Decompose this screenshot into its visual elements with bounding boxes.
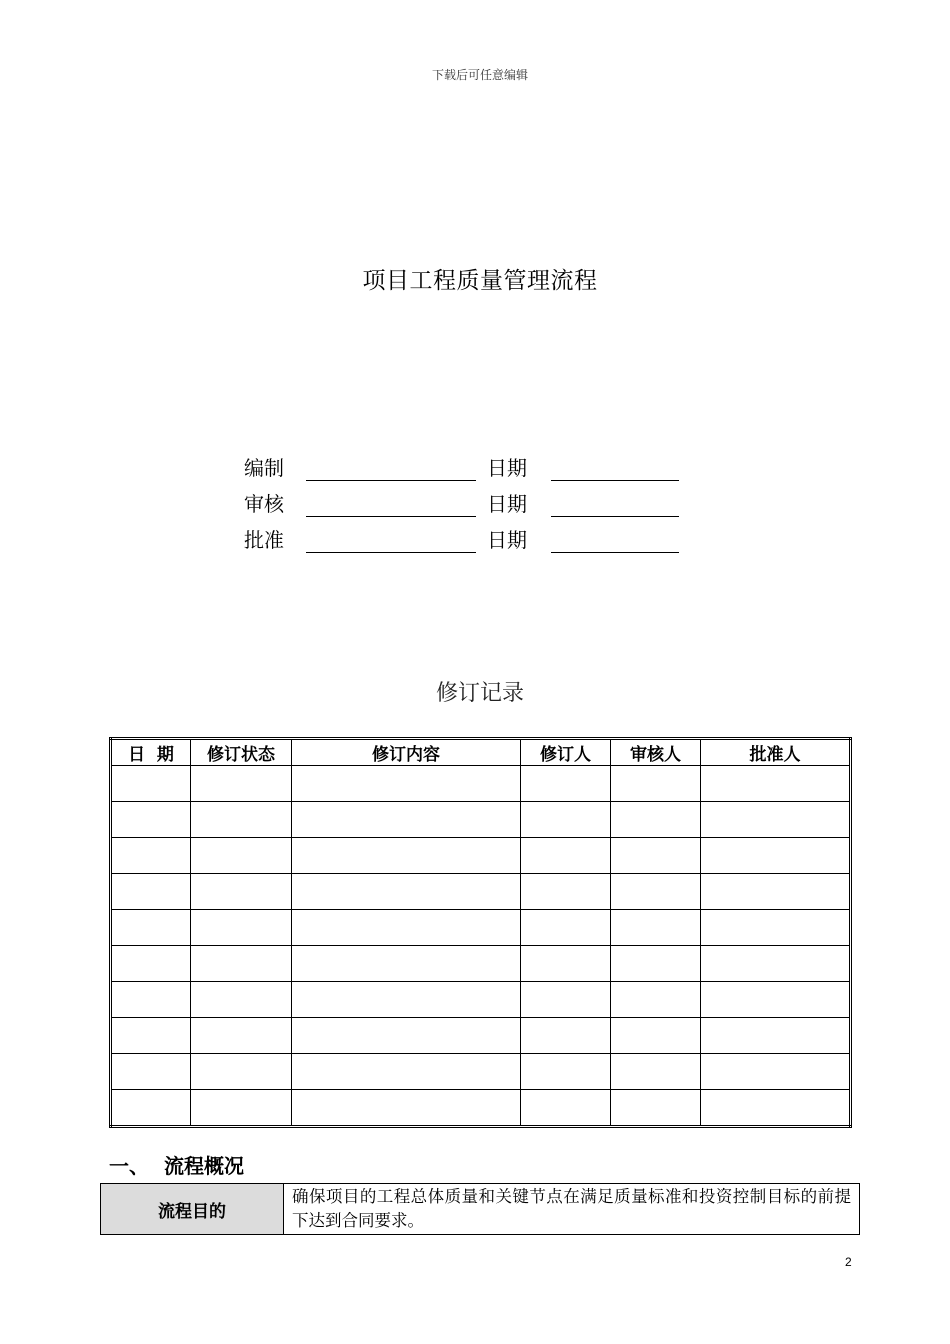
signoff-label: 编制 [244,456,284,480]
table-cell [292,982,521,1018]
table-cell [292,874,521,910]
table-cell [111,1054,191,1090]
table-cell [191,982,292,1018]
date-line [551,552,679,553]
column-header-reviser: 修订人 [521,739,611,766]
signature-line [306,516,476,517]
table-cell [701,982,851,1018]
table-cell [191,838,292,874]
table-cell [191,1090,292,1127]
table-cell [111,802,191,838]
column-header-approver: 批准人 [701,739,851,766]
table-cell [521,802,611,838]
table-cell [111,982,191,1018]
table-cell [611,1018,701,1054]
table-cell [521,838,611,874]
table-row [111,766,851,802]
table-cell [111,766,191,802]
table-cell [611,838,701,874]
table-cell [701,874,851,910]
table-cell [611,982,701,1018]
table-cell [701,1054,851,1090]
table-row [111,874,851,910]
signature-line [306,480,476,481]
column-header-status: 修订状态 [191,739,292,766]
date-label: 日期 [487,456,527,480]
table-cell [611,802,701,838]
signoff-label: 批准 [244,528,284,552]
column-header-reviewer: 审核人 [611,739,701,766]
table-cell [521,874,611,910]
table-cell [701,838,851,874]
table-row [111,1018,851,1054]
table-cell [191,1054,292,1090]
signoff-block [244,450,684,558]
section-heading [109,1150,244,1179]
revision-table [109,737,852,1128]
table-row [111,1090,851,1127]
table-cell [701,1018,851,1054]
date-label: 日期 [487,528,527,552]
column-header-date: 日 期 [111,739,191,766]
table-row [111,946,851,982]
table-row [111,838,851,874]
table-cell [292,946,521,982]
table-cell [191,766,292,802]
table-row [111,910,851,946]
table-cell [191,946,292,982]
table-cell [521,1090,611,1127]
document-title: 项目工程质量管理流程 [362,268,598,294]
date-label: 日期 [487,492,527,516]
header-note: 下载后可任意编辑 [431,68,528,82]
table-cell [611,766,701,802]
signature-line [306,552,476,553]
table-cell [521,982,611,1018]
date-line [551,516,679,517]
table-row [111,802,851,838]
table-cell [191,874,292,910]
table-cell [111,874,191,910]
section-number: 一、 [109,1154,149,1178]
table-cell [111,910,191,946]
signoff-row-compile [244,450,684,486]
table-cell [701,1090,851,1127]
overview-label: 流程目的 [101,1184,284,1235]
table-cell [292,1054,521,1090]
table-cell [611,1054,701,1090]
revision-header-row [111,739,851,766]
signoff-label: 审核 [244,492,284,516]
table-cell [521,910,611,946]
page-number: 2 [845,1255,852,1269]
table-cell [292,838,521,874]
table-cell [701,766,851,802]
table-cell [611,1090,701,1127]
table-cell [521,766,611,802]
signoff-row-approve [244,522,684,558]
table-cell [521,1054,611,1090]
table-cell [292,1018,521,1054]
revision-record-title: 修订记录 [435,681,524,706]
table-cell [701,802,851,838]
overview-value: 确保项目的工程总体质量和关键节点在满足质量标准和投资控制目标的前提下达到合同要求。 [284,1184,860,1235]
table-cell [111,1018,191,1054]
table-cell [611,874,701,910]
table-cell [292,802,521,838]
revision-table-body [111,766,851,1127]
table-cell [292,1090,521,1127]
table-cell [191,1018,292,1054]
table-cell [521,946,611,982]
table-cell [292,766,521,802]
signoff-row-review [244,486,684,522]
column-header-content: 修订内容 [292,739,521,766]
table-cell [701,910,851,946]
date-line [551,480,679,481]
table-cell [611,910,701,946]
table-cell [191,802,292,838]
table-cell [111,1090,191,1127]
table-row [111,1054,851,1090]
overview-table [100,1183,860,1235]
table-cell [701,946,851,982]
table-cell [521,1018,611,1054]
table-cell [111,838,191,874]
table-cell [191,910,292,946]
table-cell [611,946,701,982]
table-cell [292,910,521,946]
section-title: 流程概况 [164,1154,244,1178]
overview-row [101,1184,860,1235]
table-row [111,982,851,1018]
table-cell [111,946,191,982]
